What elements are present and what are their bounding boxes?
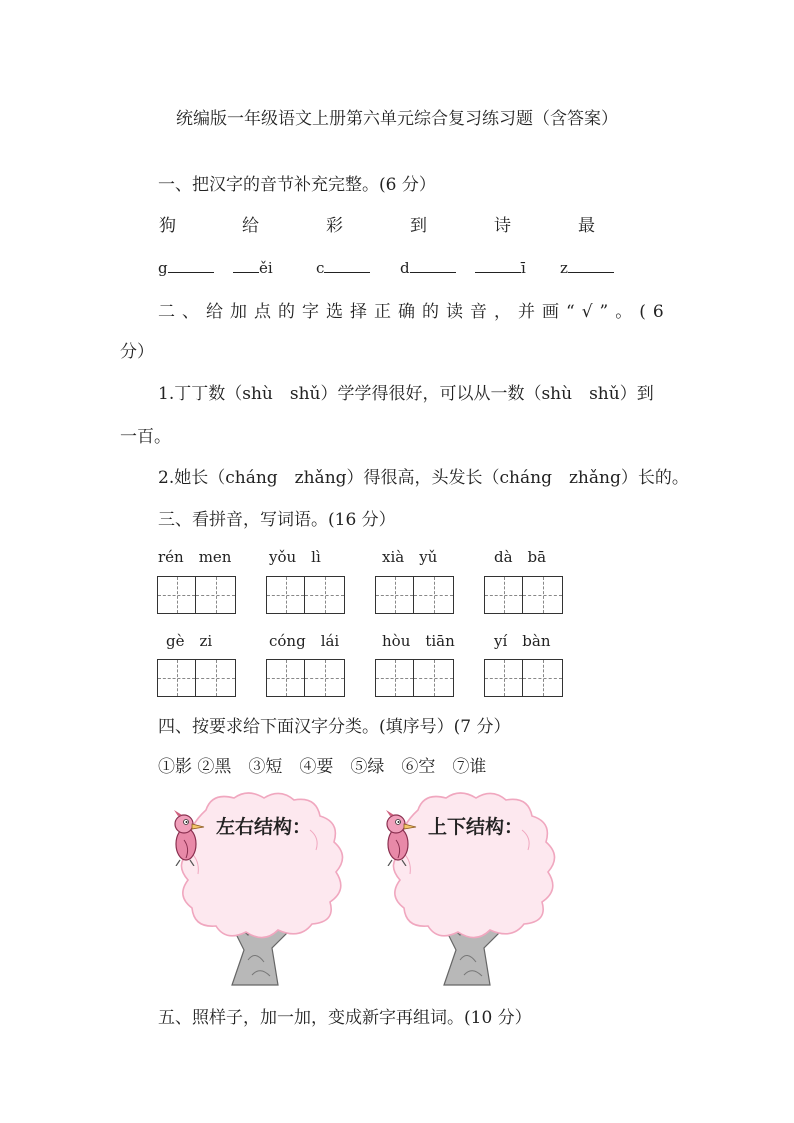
bird-icon [376, 810, 420, 866]
section4-heading: 四、按要求给下面汉字分类。(填序号）(7 分） [158, 717, 511, 737]
blank-5[interactable]: ī [475, 256, 526, 277]
writing-grid[interactable] [157, 576, 236, 614]
writing-cell[interactable] [266, 659, 305, 697]
writing-grid[interactable] [375, 659, 454, 697]
writing-grid[interactable] [484, 659, 563, 697]
writing-cell[interactable] [266, 576, 305, 614]
tree-illustration-right [372, 790, 572, 990]
writing-cell[interactable] [196, 659, 236, 697]
writing-cell[interactable] [305, 659, 345, 697]
pinyin-label: xià yǔ [382, 548, 438, 566]
tree-illustration-left [160, 790, 360, 990]
writing-grid[interactable] [375, 576, 454, 614]
writing-cell[interactable] [157, 659, 196, 697]
section3-heading: 三、看拼音，写词语。(16 分） [158, 510, 396, 530]
writing-cell[interactable] [375, 576, 414, 614]
bird-icon [164, 810, 208, 866]
blank-6[interactable]: z [560, 256, 614, 277]
pinyin-label: cóng lái [269, 632, 340, 650]
section2-item2: 2.她长（cháng zhǎng）得很高，头发长（cháng zhǎng）长的。 [158, 468, 689, 488]
blank-2[interactable]: ěi [233, 256, 273, 277]
pinyin-label: hòu tiān [382, 632, 455, 650]
pinyin-label: gè zi [166, 632, 213, 650]
writing-cell[interactable] [523, 576, 563, 614]
writing-cell[interactable] [523, 659, 563, 697]
section4-items: ①影 ②黑 ③短 ④要 ⑤绿 ⑥空 ⑦谁 [158, 757, 487, 777]
writing-cell[interactable] [157, 576, 196, 614]
section2-item1-cont: 一百。 [120, 427, 171, 447]
section1-characters [0, 211, 794, 235]
writing-cell[interactable] [484, 659, 523, 697]
tree-left-label: 左右结构： [216, 816, 312, 838]
section5-heading: 五、照样子，加一加，变成新字再组词。(10 分） [158, 1008, 532, 1028]
tree-right-label: 上下结构： [428, 816, 524, 838]
pinyin-label: rén men [158, 548, 232, 566]
char-4: 到 [410, 216, 427, 236]
writing-cell[interactable] [414, 576, 454, 614]
blank-4[interactable]: d [400, 256, 456, 277]
writing-grid[interactable] [266, 659, 345, 697]
writing-grid[interactable] [266, 576, 345, 614]
char-5: 诗 [494, 216, 511, 236]
pinyin-label: dà bā [494, 548, 547, 566]
page-title: 统编版一年级语文上册第六单元综合复习练习题（含答案） [176, 109, 618, 129]
blank-3[interactable]: c [316, 256, 370, 277]
section2-heading-cont: 分） [120, 342, 154, 362]
pinyin-label: yí bàn [494, 632, 551, 650]
writing-grid[interactable] [157, 659, 236, 697]
section1-syllable-blanks [0, 256, 794, 278]
writing-cell[interactable] [414, 659, 454, 697]
pinyin-label: yǒu lì [269, 548, 321, 566]
writing-cell[interactable] [484, 576, 523, 614]
writing-cell[interactable] [375, 659, 414, 697]
char-6: 最 [578, 216, 595, 236]
blank-1[interactable]: g [158, 256, 214, 277]
writing-cell[interactable] [305, 576, 345, 614]
writing-grid[interactable] [484, 576, 563, 614]
char-3: 彩 [326, 216, 343, 236]
section2-heading: 二、给加点的字选择正确的读音，并画“√”。(6 [158, 302, 671, 322]
section2-item1: 1.丁丁数（shù shǔ）学学得很好，可以从一数（shù shǔ）到 [158, 384, 654, 404]
char-2: 给 [242, 216, 259, 236]
writing-cell[interactable] [196, 576, 236, 614]
section1-heading: 一、把汉字的音节补充完整。(6 分） [158, 175, 436, 195]
char-1: 狗 [159, 216, 176, 236]
